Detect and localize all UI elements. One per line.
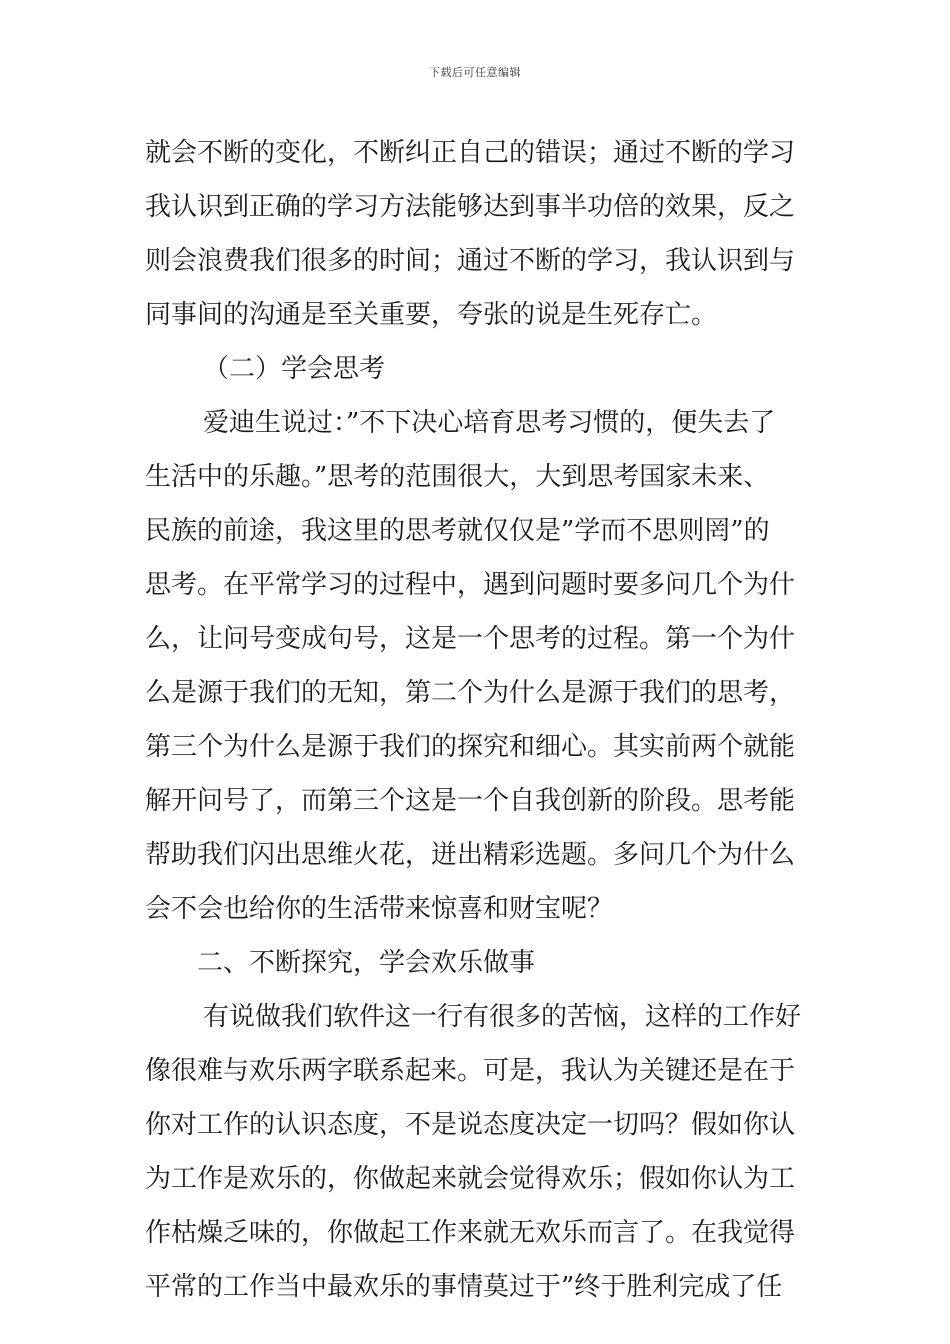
- section-heading: 二、不断探究，学会欢乐做事: [197, 948, 536, 978]
- paragraph-line: 帮助我们闪出思维火花，迸出精彩选题。多问几个为什么: [145, 840, 796, 870]
- paragraph-line: 么是源于我们的无知，第二个为什么是源于我们的思考，: [145, 678, 796, 708]
- paragraph-line: 有说做我们软件这一行有很多的苦恼，这样的工作好: [203, 1002, 802, 1032]
- paragraph-line: 为工作是欢乐的，你做起来就会觉得欢乐；假如你认为工: [145, 1164, 796, 1194]
- paragraph-line: 同事间的沟通是至关重要，夸张的说是生死存亡。: [145, 300, 718, 330]
- section-heading: （二）学会思考: [203, 354, 386, 384]
- paragraph-line: 第三个为什么是源于我们的探究和细心。其实前两个就能: [145, 732, 796, 762]
- paragraph-line: 你对工作的认识态度，不是说态度决定一切吗？假如你认: [145, 1110, 796, 1140]
- document-body: [145, 126, 815, 1314]
- paragraph-line: 会不会也给你的生活带来惊喜和财宝呢？: [145, 894, 614, 924]
- paragraph-line: 平常的工作当中最欢乐的事情莫过于”终于胜利完成了任: [145, 1272, 783, 1302]
- page-header: 下载后可任意编辑: [429, 66, 521, 79]
- paragraph-line: 民族的前途，我这里的思考就仅仅是”学而不思则罔”的: [145, 516, 770, 546]
- paragraph-line: 爱迪生说过：”不下决心培育思考习惯的，便失去了: [203, 408, 776, 438]
- paragraph-line: 像很难与欢乐两字联系起来。可是，我认为关键还是在于: [145, 1056, 796, 1086]
- paragraph-line: 我认识到正确的学习方法能够达到事半功倍的效果，反之: [145, 192, 796, 222]
- paragraph-line: 生活中的乐趣。”思考的范围很大，大到思考国家未来、: [145, 462, 770, 492]
- paragraph-line: 么，让问号变成句号，这是一个思考的过程。第一个为什: [145, 624, 796, 654]
- paragraph-line: 作枯燥乏味的，你做起工作来就无欢乐而言了。在我觉得: [145, 1218, 796, 1248]
- paragraph-line: 解开问号了，而第三个这是一个自我创新的阶段。思考能: [145, 786, 796, 816]
- paragraph-line: 思考。在平常学习的过程中，遇到问题时要多问几个为什: [145, 570, 796, 600]
- paragraph-line: 则会浪费我们很多的时间；通过不断的学习，我认识到与: [145, 246, 796, 276]
- paragraph-line: 就会不断的变化，不断纠正自己的错误；通过不断的学习: [145, 138, 796, 168]
